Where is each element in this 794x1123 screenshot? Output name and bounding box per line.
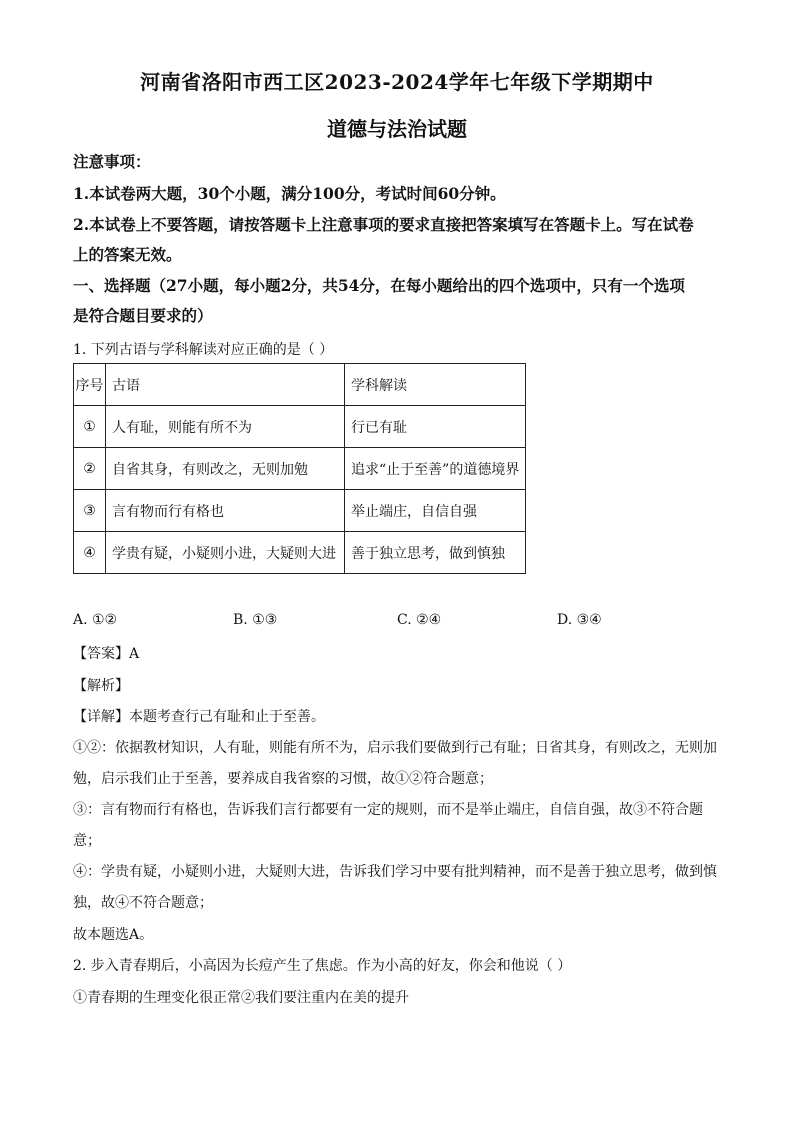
exam-title: 河南省洛阳市西工区2023-2024学年七年级下学期期中 — [140, 70, 654, 94]
table-row — [74, 490, 526, 532]
table-cell: 追求“止于至善”的道德境界 — [345, 448, 526, 490]
table-cell: 举止端庄，自信自强 — [345, 490, 526, 532]
table-cell: ④ — [74, 532, 106, 574]
explanation-2-cont: 意； — [73, 833, 101, 849]
table-row — [74, 406, 526, 448]
section-heading-cont: 是符合题目要求的） — [73, 306, 213, 325]
conclusion-line: 故本题选A。 — [73, 927, 154, 943]
explanation-3-cont: 独，故④不符合题意； — [73, 895, 213, 911]
notes-item-2-cont: 上的答案无效。 — [73, 245, 182, 264]
notes-item-1: 1.本试卷两大题，30个小题，满分100分，考试时间60分钟。 — [73, 184, 506, 203]
table-cell: 自省其身，有则改之，无则加勉 — [106, 448, 345, 490]
question-1-stem: 1. 下列古语与学科解读对应正确的是（ ） — [73, 342, 334, 358]
notes-item-2: 2.本试卷上不要答题，请按答题卡上注意事项的要求直接把答案填写在答题卡上。写在试卷 — [73, 215, 694, 234]
table-header-row — [74, 364, 526, 406]
question-2-stem: 2. 步入青春期后，小高因为长痘产生了焦虑。作为小高的好友，你会和他说（ ） — [73, 958, 572, 974]
table-cell: 行已有耻 — [345, 406, 526, 448]
option-c: C. ②④ — [397, 612, 442, 628]
table-cell: 言有物而行有格也 — [106, 490, 345, 532]
detail-line: 【详解】本题考查行己有耻和止于至善。 — [73, 709, 325, 725]
option-d: D. ③④ — [557, 612, 602, 628]
explanation-1-cont: 勉，启示我们止于至善，要养成自我省察的习惯，故①②符合题意； — [73, 771, 493, 787]
table-header-cell: 序号 — [74, 364, 106, 406]
table-cell: ① — [74, 406, 106, 448]
table-cell: 人有耻，则能有所不为 — [106, 406, 345, 448]
table-header-cell: 学科解读 — [345, 364, 526, 406]
notes-heading: 注意事项： — [73, 152, 151, 171]
analysis-label: 【解析】 — [73, 678, 129, 694]
explanation-1: ①②：依据教材知识，人有耻，则能有所不为，启示我们要做到行己有耻；日省其身，有则改之，无则加 — [73, 740, 717, 756]
question-1-table — [73, 363, 526, 574]
question-2-choices: ①青春期的生理变化很正常②我们要注重内在美的提升 — [73, 990, 409, 1006]
table-cell: 学贵有疑，小疑则小进，大疑则大进 — [106, 532, 345, 574]
table-header-cell: 古语 — [106, 364, 345, 406]
answer-label: 【答案】A — [73, 646, 140, 662]
table-cell: ② — [74, 448, 106, 490]
table-row — [74, 448, 526, 490]
exam-subtitle: 道德与法治试题 — [327, 117, 467, 141]
table-row — [74, 532, 526, 574]
option-a: A. ①② — [73, 612, 118, 628]
section-heading: 一、选择题（27小题，每小题2分，共54分，在每小题给出的四个选项中，只有一个选项 — [73, 276, 685, 295]
table-cell: ③ — [74, 490, 106, 532]
explanation-2: ③：言有物而行有格也，告诉我们言行都要有一定的规则，而不是举止端庄，自信自强，故③不符合题 — [73, 802, 703, 818]
option-b: B. ①③ — [233, 612, 278, 628]
explanation-3: ④：学贵有疑，小疑则小进，大疑则大进，告诉我们学习中要有批判精神，而不是善于独立思考，做到慎 — [73, 864, 717, 880]
table-cell: 善于独立思考，做到慎独 — [345, 532, 526, 574]
